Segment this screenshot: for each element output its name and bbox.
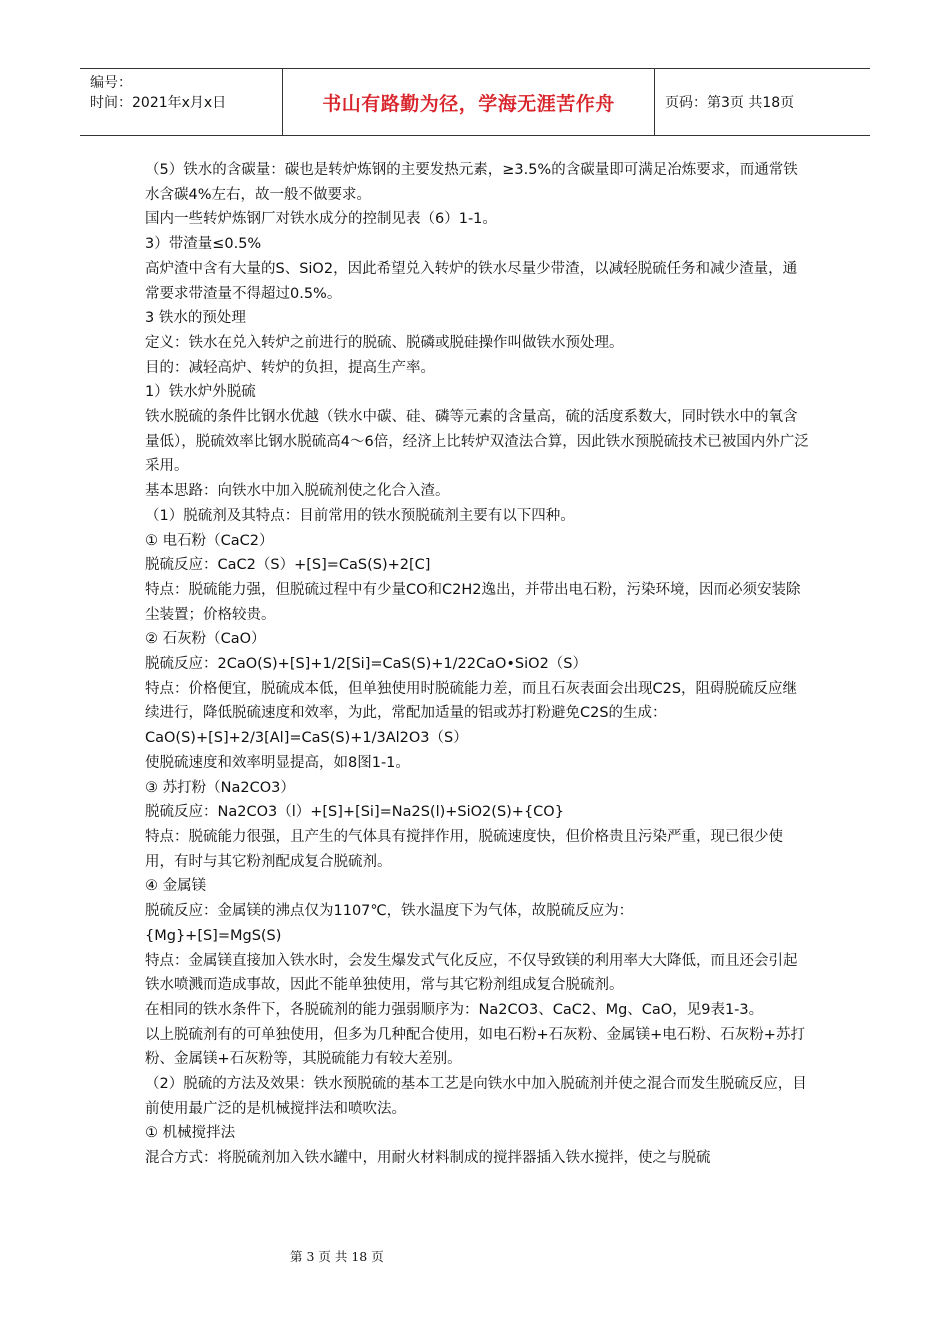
paragraph: 目的：减轻高炉、转炉的负担，提高生产率。	[145, 359, 435, 376]
document-number: 编号：	[90, 75, 132, 91]
paragraph: 特点：脱硫能力强，但脱硫过程中有少量CO和C2H2逸出，并带出电石粉，污染环境，因而必须安装除尘装置；价格较贵。	[145, 581, 801, 623]
paragraph: {Mg}+[S]=MgS(S)	[145, 927, 282, 944]
header-meta	[80, 69, 283, 135]
page-footer	[0, 1247, 950, 1265]
paragraph: 铁水脱硫的条件比钢水优越（铁水中碳、硅、磷等元素的含量高，硫的活度系数大，同时铁水中的氧含量低），脱硫效率比钢水脱硫高4～6倍，经济上比转炉双渣法合算，因此铁水预脱硫技术已被国内外广泛采用。	[145, 409, 809, 475]
document-date: 时间：2021年x月x日	[90, 95, 227, 111]
list-item: ③ 苏打粉（Na2CO3）	[145, 779, 295, 796]
paragraph: 高炉渣中含有大量的S、SiO2，因此希望兑入转炉的铁水尽量少带渣，以减轻脱硫任务和减少渣量，通常要求带渣量不得超过0.5%。	[145, 260, 798, 302]
list-item: ② 石灰粉（CaO）	[145, 631, 266, 648]
paragraph: 使脱硫速度和效率明显提高，如8图1-1。	[145, 754, 410, 771]
paragraph: 基本思路：向铁水中加入脱硫剂使之化合入渣。	[145, 483, 450, 500]
header-page-info: 页码：第3页 共18页	[665, 95, 795, 111]
footer-page-number: 第 3 页 共 18 页	[290, 1249, 384, 1264]
list-item: ① 电石粉（CaC2）	[145, 532, 274, 549]
paragraph: 以上脱硫剂有的可单独使用，但多为几种配合使用，如电石粉+石灰粉、金属镁+电石粉、石灰粉+苏打粉、金属镁+石灰粉等，其脱硫能力有较大差别。	[145, 1026, 805, 1068]
paragraph: 特点：脱硫能力很强，且产生的气体具有搅拌作用，脱硫速度快，但价格贵且污染严重，现已很少使用，有时与其它粉剂配成复合脱硫剂。	[145, 828, 783, 870]
document-body	[145, 158, 810, 1171]
section-heading: 3 铁水的预处理	[145, 310, 246, 327]
paragraph: 脱硫反应：CaC2（S）+[S]=CaS(S)+2[C]	[145, 557, 431, 574]
list-item: ④ 金属镁	[145, 878, 207, 895]
paragraph: 国内一些转炉炼钢厂对铁水成分的控制见表（6）1-1。	[145, 211, 497, 228]
paragraph: （2）脱硫的方法及效果：铁水预脱硫的基本工艺是向铁水中加入脱硫剂并使之混合而发生脱硫反应，目前使用最广泛的是机械搅拌法和喷吹法。	[145, 1076, 807, 1117]
subsection-heading: 1）铁水炉外脱硫	[145, 384, 256, 401]
paragraph: 定义：铁水在兑入转炉之前进行的脱硫、脱磷或脱硅操作叫做铁水预处理。	[145, 334, 624, 351]
paragraph: 脱硫反应：2CaO(S)+[S]+1/2[Si]=CaS(S)+1/22CaO•SiO2（S）	[145, 656, 588, 673]
paragraph: 3）带渣量≤0.5%	[145, 236, 262, 253]
paragraph: CaO(S)+[S]+2/3[Al]=CaS(S)+1/3Al2O3（S）	[145, 730, 468, 747]
paragraph: 混合方式：将脱硫剂加入铁水罐中，用耐火材料制成的搅拌器插入铁水搅拌，使之与脱硫	[145, 1150, 711, 1167]
paragraph: 特点：金属镁直接加入铁水时，会发生爆发式气化反应，不仅导致镁的利用率大大降低，而且还会引起铁水喷溅而造成事故，因此不能单独使用，常与其它粉剂组成复合脱硫剂。	[145, 952, 798, 994]
paragraph: 脱硫反应：Na2CO3（l）+[S]+[Si]=Na2S(l)+SiO2(S)+{CO}	[145, 804, 564, 821]
paragraph: 在相同的铁水条件下，各脱硫剂的能力强弱顺序为：Na2CO3、CaC2、Mg、CaO，见9表1-3。	[145, 1001, 764, 1018]
paragraph: （5）铁水的含碳量：碳也是转炉炼钢的主要发热元素，≥3.5%的含碳量即可满足冶炼要求，而通常铁水含碳4%左右，故一般不做要求。	[145, 162, 798, 203]
header-motto: 书山有路勤为径，学海无涯苦作舟	[283, 69, 655, 135]
page-header	[80, 68, 870, 136]
list-item: ① 机械搅拌法	[145, 1125, 236, 1142]
paragraph: 特点：价格便宜，脱硫成本低，但单独使用时脱硫能力差，而且石灰表面会出现C2S，阻碍脱硫反应继续进行，降低脱硫速度和效率，为此，常配加适量的铝或苏打粉避免C2S的生成：	[145, 680, 798, 722]
paragraph: （1）脱硫剂及其特点：目前常用的铁水预脱硫剂主要有以下四种。	[145, 507, 575, 524]
paragraph: 脱硫反应：金属镁的沸点仅为1107℃，铁水温度下为气体，故脱硫反应为：	[145, 903, 634, 920]
